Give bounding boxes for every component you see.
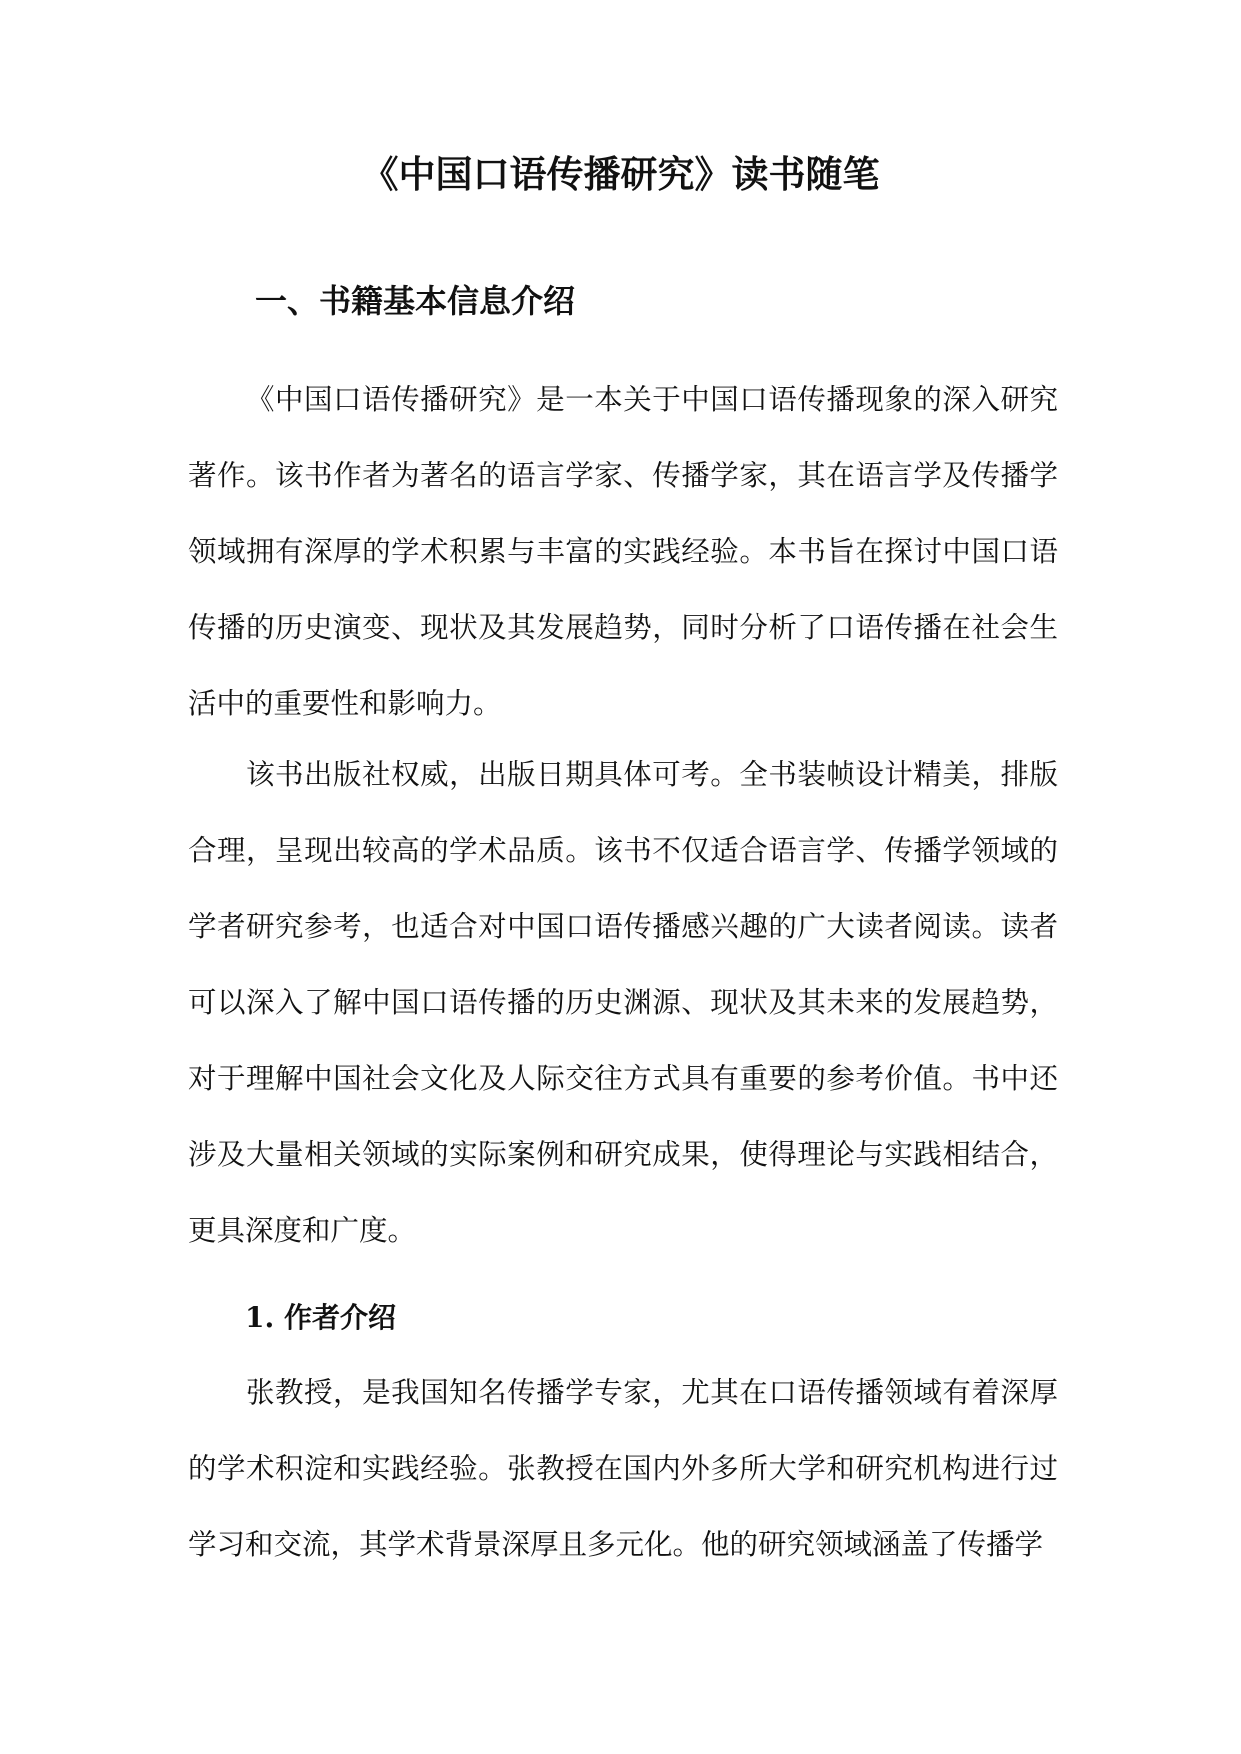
paragraph-book-publication: 该书出版社权威，出版日期具体可考。全书装帧设计精美，排版合理，呈现出较高的学术品质。该书不仅适合语言学、传播学领域的学者研究参考，也适合对中国口语传播感兴趣的广大读者阅读。读者可以深入了解中国口语传播的历史渊源、现状及其未来的发展趋势，对于理解中国社会文化及人际交往方式具有重要的参考价值。书中还涉及大量相关领域的实际案例和研究成果，使得理论与实践相结合，更具深度和广度。 — [188, 758, 1058, 1247]
paragraph-book-overview: 《中国口语传播研究》是一本关于中国口语传播现象的深入研究著作。该书作者为著名的语言学家、传播学家，其在语言学及传播学领域拥有深厚的学术积累与丰富的实践经验。本书旨在探讨中国口语传播的历史演变、现状及其发展趋势，同时分析了口语传播在社会生活中的重要性和影响力。 — [188, 383, 1058, 720]
page-title: 《中国口语传播研究》读书随笔 — [361, 152, 880, 196]
subsection-heading-author: 1. 作者介绍 — [245, 1301, 396, 1334]
section-heading-book-info: 一、书籍基本信息介绍 — [255, 282, 576, 320]
paragraph-author-intro: 张教授，是我国知名传播学专家，尤其在口语传播领域有着深厚的学术积淀和实践经验。张教授在国内外多所大学和研究机构进行过学习和交流，其学术背景深厚且多元化。他的研究领域涵盖了传播学 — [188, 1376, 1058, 1561]
